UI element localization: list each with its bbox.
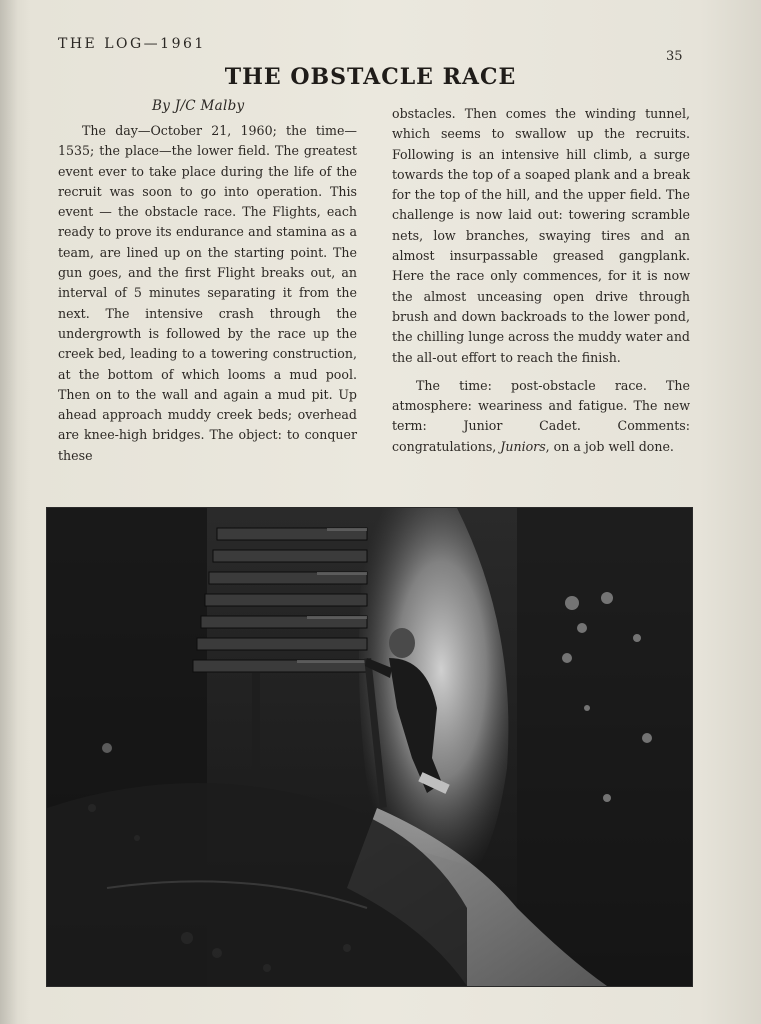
article-byline: By J/C Malby <box>152 98 245 114</box>
running-head: THE LOG—1961 <box>58 36 206 52</box>
article-column-left <box>58 121 357 466</box>
page-number: 35 <box>666 49 683 64</box>
binding-shadow <box>0 0 18 1024</box>
obstacle-race-photo <box>47 508 692 986</box>
article-paragraph-1: The day—October 21, 1960; the time—1535; the place—the lower field. The greatest event ever to take place during the life of the recruit was soon to go into operation. This event — the obstacle race. The Flights, each ready to prove its endurance and stamina as a team, are lined up on the starting point. The gun goes, and the first Flight breaks out, an interval of 5 minutes separating it from the next. The intensive crash through the undergrowth is followed by the race up the creek bed, leading to a towering construction, at the bottom of which looms a mud pool. Then on to the wall and again a mud pit. Up ahead approach muddy creek beds; overhead are knee-high bridges. The object: to conquer these <box>58 123 357 463</box>
article-paragraph-2-italic: Juniors <box>500 438 546 454</box>
article-column-right <box>392 104 690 457</box>
article-title-text: THE OBSTACLE RACE <box>224 64 517 90</box>
article-paragraph-2-end: , on a job well done. <box>545 438 674 454</box>
article-paragraph-2-text: The time: post-obstacle race. The atmosphere: weariness and fatigue. The new term: Junior Cadet. Comments: congratulations, <box>392 377 690 454</box>
article-paragraph-2 <box>392 376 690 457</box>
article-title <box>0 64 761 90</box>
article-paragraph-1-continued: obstacles. Then comes the winding tunnel, which seems to swallow up the recruits. Following is an intensive hill climb, a surge towards the top of a soaped plank and a break for the top of the hill, and the upper field. The challenge is now laid out: towering scramble nets, low branches, swaying tires and an almost insurpassable greased gangplank. Here the race only commences, for it is now the almost unceasing open drive through brush and down backroads to the lower pond, the chilling lunge across the muddy water and the all-out effort to reach the finish. <box>392 106 690 365</box>
